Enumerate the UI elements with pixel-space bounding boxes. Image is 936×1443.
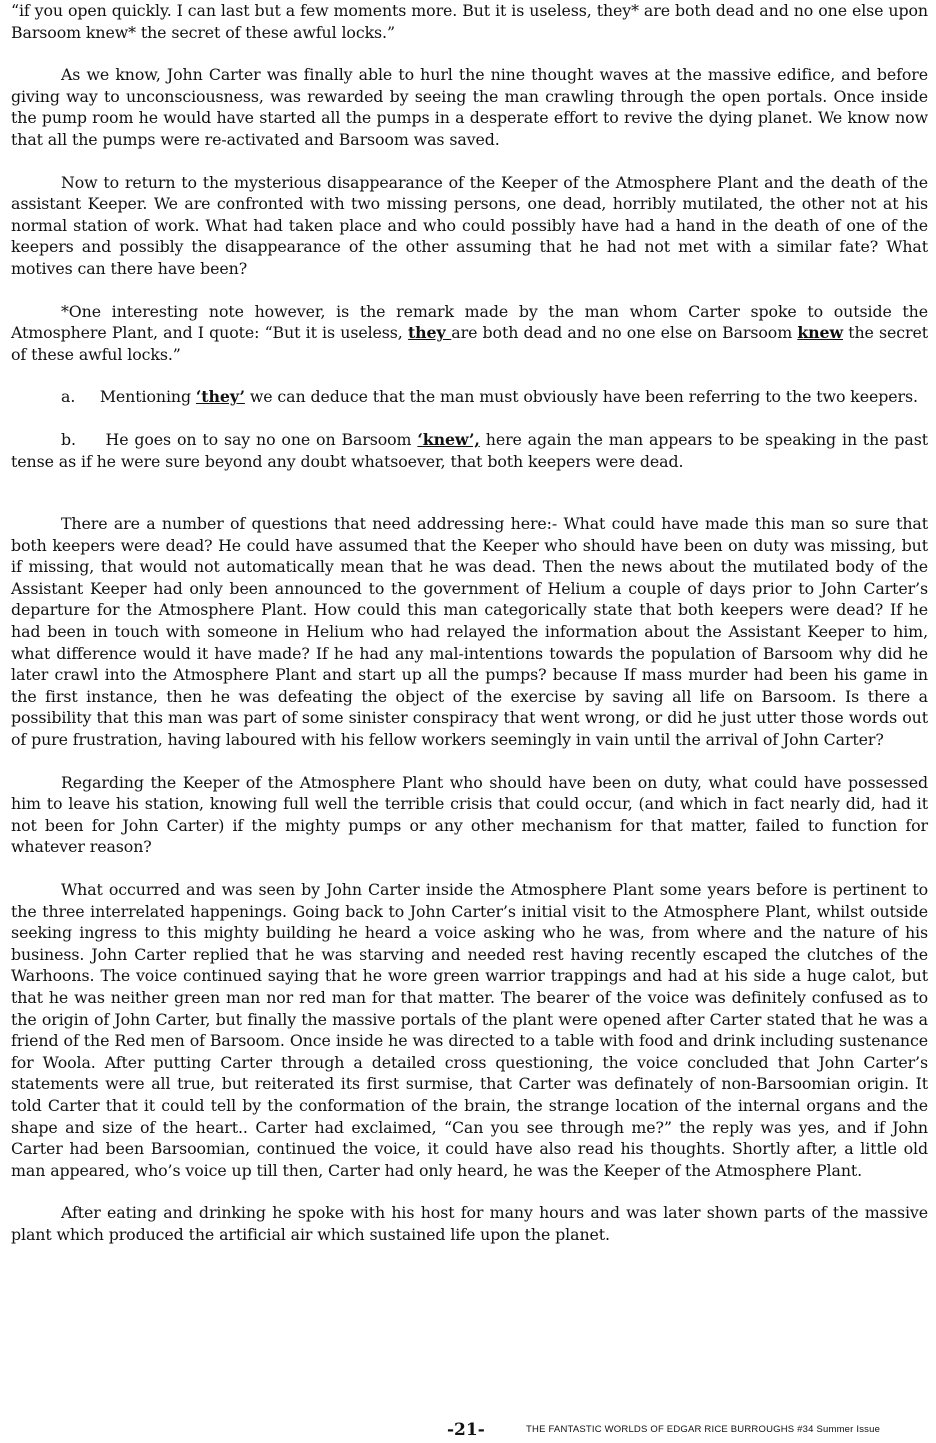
- paragraph-quote-continuation: “if you open quickly. I can last but a few moments more. But it is useless, they* are both dead and no one else upon Barsoom knew* the secret of these awful locks.”: [11, 1, 928, 42]
- running-title: THE FANTASTIC WORLDS OF EDGAR RICE BURROUGHS #34 Summer Issue: [526, 1424, 881, 1435]
- item-a-text-2: we can deduce that the man must obviously have been referring to the two keepers.: [244, 387, 918, 407]
- paragraph-mysterious-disappearance: Now to return to the mysterious disappearance of the Keeper of the Atmosphere Plant and the death of the assistant Keeper. We are confronted with two missing persons, one dead, horribly mutilated, the other not at his normal station of work. What had taken place and who could possibly have had a hand in the death of one of the keepers and possibly the disappearance of the other assuming that he had not met with a similar fate? What motives can there have been?: [11, 172, 928, 278]
- item-a-text-1: Mentioning: [99, 387, 196, 407]
- paragraph-questions: There are a number of questions that need addressing here:- What could have made this man so sure that both keepers were dead? He could have assumed that the Keeper who should have been on duty was missing, but if missing, that would not automatically mean that he was dead. Then the news about the mutilated body of the Assistant Keeper had only been announced to the government of Helium a couple of days prior to John Carter’s departure for the Atmosphere Plant. How could this man categorically state that both keepers were dead? If he had been in touch with someone in Helium who had relayed the information about the Assistant Keeper to him, what difference would it have made? If he had any mal-intentions towards the population of Barsoom why did he later crawl into the Atmosphere Plant and start up all the pumps? because If mass murder had been his game in the first instance, then he was defeating the object of the exercise by saving all life on Barsoom. Is there a possibility that this man was part of some sinister conspiracy that went wrong, or did he just utter those words out of pure frustration, having laboured with his fellow workers seemingly in vain until the arrival of John Carter?: [11, 514, 928, 750]
- item-b-text-1: He goes on to say no one on Barsoom: [105, 429, 418, 449]
- list-marker-b: b.: [61, 429, 76, 449]
- emphasis-they: they: [407, 323, 452, 343]
- note-text-2: are both dead and no one else on Barsoom: [451, 323, 798, 343]
- note-text-3: the secret of these awful locks.”: [11, 323, 928, 364]
- list-marker-a: a.: [61, 387, 76, 407]
- note-text-1: *One interesting note however, is the remark made by the man whom Carter spoke to outside the Atmosphere Plant, and I quote: “But it is useless,: [11, 301, 928, 343]
- paragraph-initial-visit: What occurred and was seen by John Carter inside the Atmosphere Plant some years before is pertinent to the three interrelated happenings. Going back to John Carter’s initial visit to the Atmosphere Plant, whilst outside seeking ingress to this mighty building he heard a voice asking who he was, from where and the nature of his business. John Carter replied that he was starving and needed rest having recently escaped the clutches of the Warhoons. The voice continued saying that he wore green warrior trappings and had at his side a huge calot, but that he was neither green man nor red man for that matter. The bearer of the voice was definitely confused as to the origin of John Carter, but finally the massive portals of the plant were opened after Carter stated that he was a friend of the Red men of Barsoom. Once inside he was directed to a table with food and drink including sustenance for Woola. After putting Carter through a detailed cross questioning, the voice concluded that John Carter’s statements were all true, but reiterated its first surmise, that Carter was definately of non-Barsoomian origin. It told Carter that it could tell by the conformation of the brain, the strange location of the internal organs and the shape and size of the heart.. Carter had exclaimed, “Can you see through me?” the reply was yes, and if John Carter had been Barsoomian, continued the voice, it could have also read his thoughts. Shortly after, a little old man appeared, who’s voice up till then, Carter had only heard, he was the Keeper of the Atmosphere Plant.: [11, 880, 928, 1180]
- article-body: [11, 0, 928, 1246]
- list-item-a: [11, 386, 928, 408]
- emphasis-they-quoted: ‘they’: [195, 387, 245, 407]
- list-item-b: [11, 429, 928, 472]
- paragraph-thought-waves: As we know, John Carter was finally able to hurl the nine thought waves at the massive edifice, and before giving way to unconsciousness, was rewarded by seeing the man crawling through the open portals. Once inside the pump room he would have started all the pumps in a desperate effort to revive the dying planet. We know now that all the pumps were re-activated and Barsoom was saved.: [11, 65, 928, 149]
- emphasis-knew-quoted: ‘knew’,: [417, 429, 480, 449]
- paragraph-keeper-duty: Regarding the Keeper of the Atmosphere Plant who should have been on duty, what could have possessed him to leave his station, knowing full well the terrible crisis that could occur, (and which in fact nearly did, had it not been for John Carter) if the mighty pumps or any other mechanism for that matter, failed to function for whatever reason?: [11, 772, 928, 857]
- item-b-text-2: here again the man appears to be speaking in the past tense as if he were sure beyond any doubt whatsoever, that both keepers were dead.: [11, 429, 929, 471]
- emphasis-knew: knew: [797, 323, 843, 343]
- page-footer: [0, 1420, 936, 1440]
- page-number: -21-: [447, 1420, 485, 1440]
- paragraph-after-eating: After eating and drinking he spoke with his host for many hours and was later shown parts of the massive plant which produced the artificial air which sustained life upon the planet.: [11, 1203, 928, 1244]
- paragraph-interesting-note: [11, 301, 928, 366]
